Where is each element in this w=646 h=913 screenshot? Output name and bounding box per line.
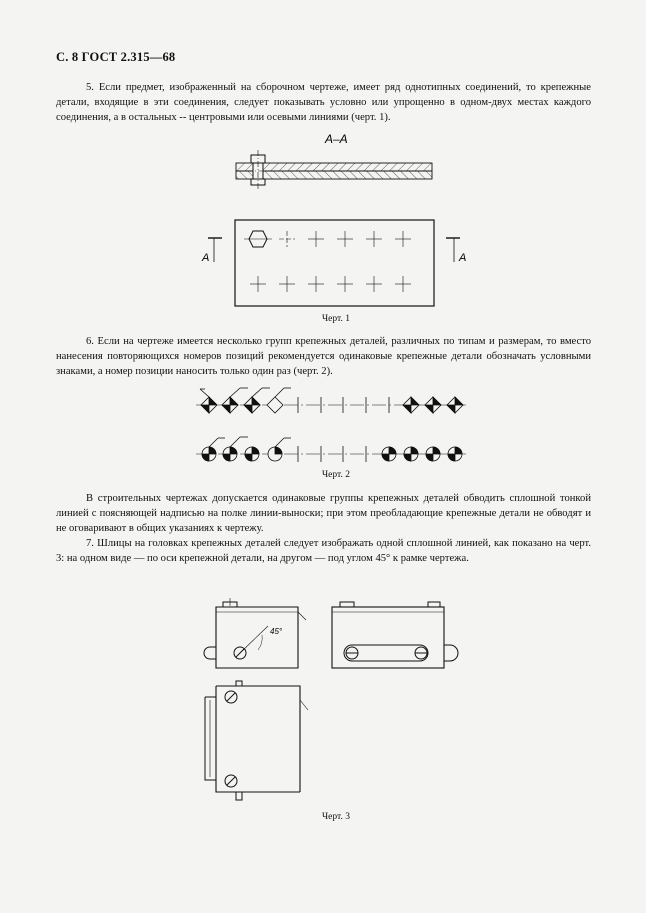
figure-3-caption: Черт. 3 [322,812,350,822]
view-bottom [205,681,308,800]
arrow-label-right: А [459,252,467,264]
view-top-right [332,602,458,668]
page-header: С. 8 ГОСТ 2.315—68 [56,50,176,64]
figure-2-caption: Черт. 2 [322,470,350,480]
paragraph-5: 5. Если предмет, изображенный на сборочном чертеже, имеет ряд однотипных соединений, то крепежные детали, входящие в эти соединения, следует показывать условно или упрощенно в одном-двух местах каждого соединения, а в остальных -- центровыми или осевыми линиями (черт. 1). [56,82,591,123]
arrow-label-left: А [202,252,210,264]
paragraph-7: 7. Шлицы на головках крепежных деталей следует изображать одной сплошной линией, как показано на черт. 3: на одном виде — по оси крепежной детали, на другом — под углом 45° к рамке чертежа. [56,538,591,564]
figure-1-caption: Черт. 1 [322,314,350,324]
section-label: А–А [325,132,348,146]
paragraph-building: В строительных чертежах допускается одинаковые группы крепежных деталей обводить сплошной тонкой линией с поясняющей надписью на полке линии-выноски; при этом преобладающие крепежные детали не обводят и не оговаривают в общих указаниях к чертежу. [56,493,591,534]
view-top-left [204,598,306,668]
paragraph-6: 6. Если на чертеже имеется несколько групп крепежных деталей, различных по типам и размерам, то вместо нанесения повторяющихся номеров позиций рекомендуется одинаковые крепежные детали обозначать условными знаками, а номер позиции наносить только один раз (черт. 2). [56,336,591,377]
angle-label: 45° [270,627,283,636]
